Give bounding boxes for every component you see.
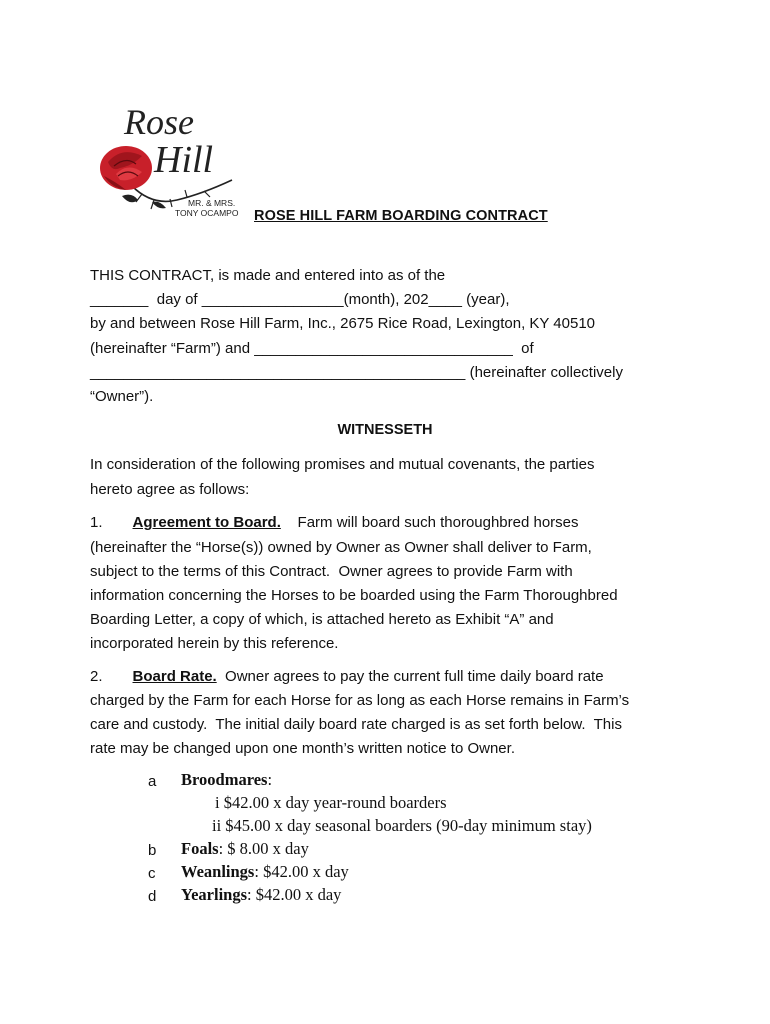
- logo-word-rose: Rose: [124, 102, 194, 142]
- rate-a-row: [181, 770, 272, 790]
- consideration-line-1: In consideration of the following promises and mutual covenants, the parties: [90, 456, 595, 473]
- rose-hill-logo: [92, 96, 262, 222]
- rate-d-label: Yearlings: [181, 885, 247, 904]
- section-1-line-5: Boarding Letter, a copy of which, is attached hereto as Exhibit “A” and: [90, 611, 554, 628]
- rate-d-letter: d: [148, 888, 157, 905]
- rate-c-letter: c: [148, 865, 156, 882]
- rate-a-ii-text: $45.00 x day seasonal boarders (90-day minimum stay): [225, 816, 592, 835]
- witnesseth-heading: WITNESSETH: [337, 422, 433, 438]
- section-1-line-4: information concerning the Horses to be boarded using the Farm Thoroughbred: [90, 587, 618, 604]
- rate-c-label: Weanlings: [181, 862, 255, 881]
- rate-a-label: Broodmares: [181, 770, 268, 789]
- rate-a-colon: :: [267, 770, 273, 789]
- logo-owner-line2: TONY OCAMPO: [175, 208, 239, 218]
- rate-b-text: : $ 8.00 x day: [218, 839, 309, 858]
- rate-b-label: Foals: [181, 839, 219, 858]
- contract-title: ROSE HILL FARM BOARDING CONTRACT: [254, 208, 548, 224]
- intro-line-3: by and between Rose Hill Farm, Inc., 2675 Rice Road, Lexington, KY 40510: [90, 315, 596, 332]
- intro-line-6: “Owner”).: [90, 388, 154, 405]
- section-2-line-1: Owner agrees to pay the current full time daily board rate: [225, 668, 604, 685]
- logo-owner-line1: MR. & MRS.: [188, 198, 236, 208]
- rose-icon: [92, 96, 262, 222]
- rate-a-i-row: [215, 793, 447, 813]
- intro-line-2: _______ day of _________________(month), 202____ (year),: [90, 291, 510, 308]
- rate-d-row: [181, 885, 341, 905]
- intro-line-5: _____________________________________________ (hereinafter collectively: [90, 364, 623, 381]
- intro-line-4: (hereinafter “Farm”) and _______________________________ of: [90, 340, 534, 357]
- rate-a-letter: a: [148, 773, 157, 790]
- intro-line-1: THIS CONTRACT, is made and entered into as of the: [90, 267, 446, 284]
- section-1-first-line: [90, 511, 579, 535]
- section-1-line-1: Farm will board such thoroughbred horses: [297, 514, 579, 531]
- section-1-number: 1.: [90, 514, 103, 531]
- section-1-line-3: subject to the terms of this Contract. Owner agrees to provide Farm with: [90, 563, 573, 580]
- section-2-line-4: rate may be changed upon one month’s written notice to Owner.: [90, 740, 515, 757]
- rate-a-i-number: i: [215, 793, 220, 812]
- rate-d-text: : $42.00 x day: [247, 885, 342, 904]
- section-1-line-2: (hereinafter the “Horse(s)) owned by Owner as Owner shall deliver to Farm,: [90, 539, 592, 556]
- section-1-heading: Agreement to Board.: [132, 514, 281, 531]
- logo-word-hill: Hill: [154, 139, 214, 181]
- rate-c-row: [181, 862, 349, 882]
- section-2-heading: Board Rate.: [132, 668, 217, 685]
- rate-a-i-text: $42.00 x day year-round boarders: [223, 793, 447, 812]
- rate-b-letter: b: [148, 842, 157, 859]
- rate-a-ii-number: ii: [212, 816, 222, 835]
- section-2-first-line: [90, 665, 604, 689]
- section-2-number: 2.: [90, 668, 103, 685]
- rate-a-ii-row: [212, 816, 592, 836]
- section-2-line-3: care and custody. The initial daily board rate charged is as set forth below. This: [90, 716, 622, 733]
- rate-b-row: [181, 839, 309, 859]
- rate-c-text: : $42.00 x day: [254, 862, 349, 881]
- section-1-line-6: incorporated herein by this reference.: [90, 635, 339, 652]
- consideration-line-2: hereto agree as follows:: [90, 481, 250, 498]
- section-2-line-2: charged by the Farm for each Horse for as long as each Horse remains in Farm’s: [90, 692, 630, 709]
